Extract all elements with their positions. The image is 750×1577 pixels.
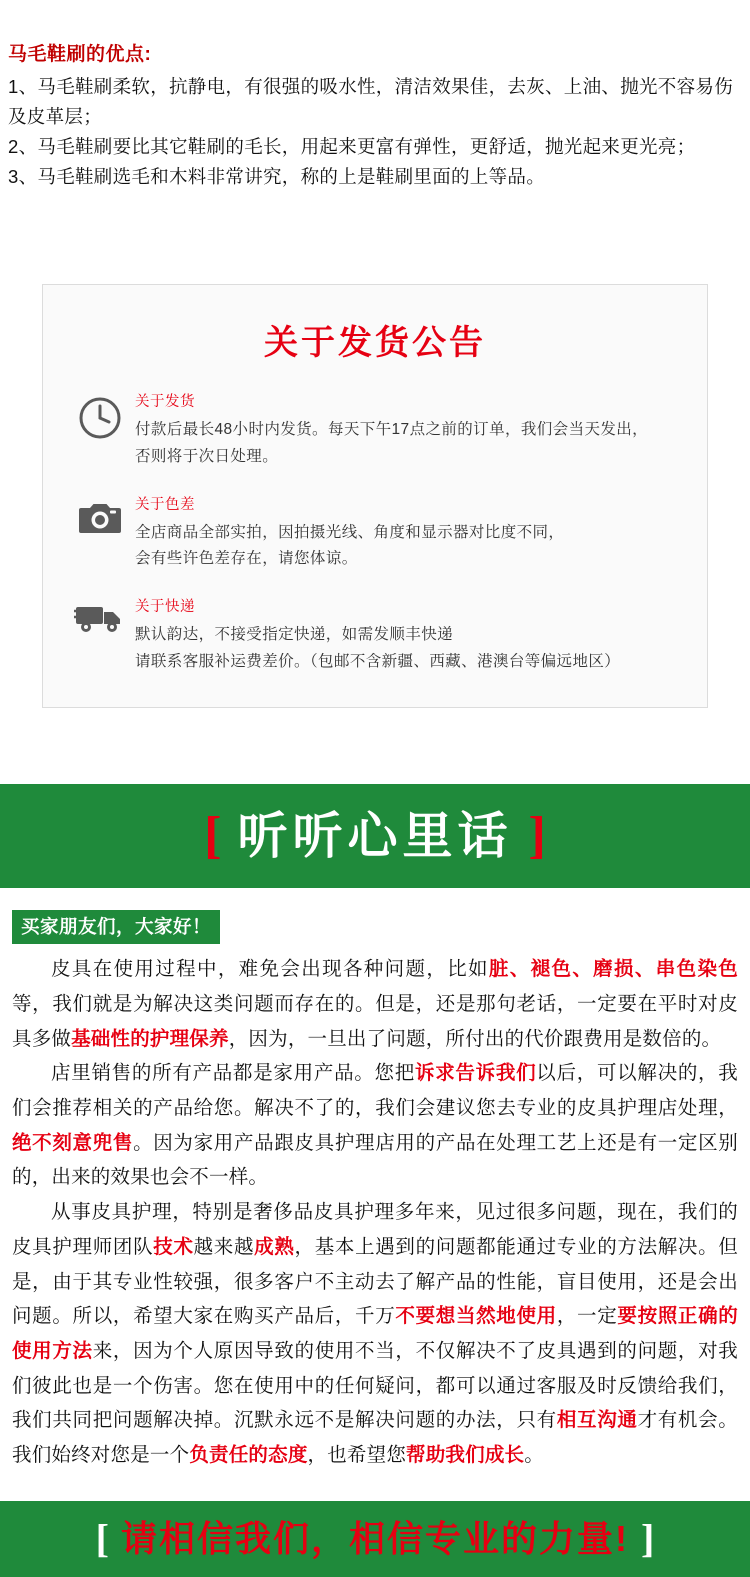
highlighted-text: 基础性的护理保养 — [71, 1027, 229, 1050]
shipping-notice-card — [42, 284, 708, 708]
bracket-right-icon: ] — [528, 807, 546, 865]
bracket-right-icon: ] — [641, 1515, 655, 1561]
letter-greeting: 买家朋友们，大家好！ — [12, 910, 220, 944]
letter-paragraph-2 — [12, 1056, 738, 1195]
highlighted-text: 负责任的态度 — [189, 1444, 308, 1467]
body-text: ，基本上遇到的问题都能通过专业的方法解决。但是，由于其专业性较强，很多客户不主动去了解产品的性能，盲目使用，还是会出问题。所以，希望大家在购买产品后，千万 — [12, 1235, 738, 1328]
advantages-section — [0, 0, 750, 192]
notice-text-line: 默认韵达，不接受指定快递，如需发顺丰快递 — [135, 625, 454, 643]
highlighted-text: 技术 — [153, 1235, 194, 1258]
body-text: ，因为，一旦出了问题，所付出的代价跟费用是数倍的。 — [228, 1027, 722, 1050]
spacer-middle — [0, 708, 750, 784]
bracket-left-icon: [ — [204, 807, 222, 865]
body-text: 。 — [524, 1444, 544, 1467]
notice-text-line: 否则将于次日处理。 — [135, 447, 279, 465]
highlighted-text: 诉求告诉我们 — [414, 1062, 537, 1085]
advantages-title: 马毛鞋刷的优点: — [8, 44, 152, 65]
notice-text-line: 请联系客服补运费差价。（包邮不含新疆、西藏、港澳台等偏远地区） — [135, 652, 621, 670]
banner-inner — [188, 807, 562, 865]
notice-body — [131, 595, 681, 675]
highlighted-text: 帮助我们成长 — [406, 1444, 525, 1467]
notice-text-line: 全店商品全部实拍，因拍摄光线、角度和显示器对比度不同， — [135, 523, 565, 541]
notice-subtitle: 关于色差 — [135, 496, 195, 513]
body-text: 等，我们就是为解决这类问题而存在的。但是，还是那句老话，一定要在平时对皮具多做 — [12, 992, 738, 1050]
camera-icon — [69, 493, 131, 537]
notice-row — [69, 493, 681, 573]
trust-us-bar — [0, 1501, 750, 1577]
letter-paragraph-1 — [12, 952, 738, 1056]
shipping-notice-title: 关于发货公告 — [264, 324, 486, 363]
clock-icon — [69, 390, 131, 440]
body-text: 以后，可以解决的，我们会推荐相关的产品给您。解决不了的，我们会建议您去专业的皮具护理店处理， — [12, 1062, 738, 1120]
notice-row — [69, 595, 681, 675]
notice-body — [131, 390, 681, 470]
highlighted-text: 要按照正确的使用方法 — [12, 1305, 738, 1362]
notice-body — [131, 493, 681, 573]
spacer-top — [0, 192, 750, 284]
body-text: 。因为家用产品跟皮具护理店用的产品在处理工艺上还是有一定区别的，出来的效果也会不一样。 — [12, 1131, 738, 1189]
advantages-line-2: 2、马毛鞋刷要比其它鞋刷的毛长，用起来更富有弹性，更舒适，抛光起来更光亮； — [8, 136, 696, 158]
letter-section — [0, 888, 750, 1483]
highlighted-text: 成熟 — [254, 1235, 295, 1258]
body-text: 店里销售的所有产品都是家用产品。您把 — [51, 1062, 415, 1085]
letter-paragraph-3 — [12, 1195, 738, 1473]
body-text: ，也希望您 — [307, 1444, 407, 1467]
shipping-notice-section — [0, 284, 750, 708]
highlighted-text: 相互沟通 — [556, 1409, 638, 1432]
advantages-line-1: 1、马毛鞋刷柔软，抗静电，有很强的吸水性，清洁效果佳，去灰、上油、抛光不容易伤及皮革层； — [8, 76, 733, 128]
body-text: 从事皮具护理，特别是奢侈品皮具护理多年来，见过很多问题，现在，我们的皮具护理师团队 — [12, 1201, 738, 1258]
truck-icon — [69, 595, 131, 635]
notice-text-line: 付款后最长48小时内发货。每天下午17点之前的订单，我们会当天发出， — [135, 421, 649, 439]
body-text: 皮具在使用过程中，难免会出现各种问题，比如 — [51, 958, 489, 981]
banner-title: 听听心里话 — [237, 808, 513, 865]
trust-us-text: 请相信我们，相信专业的力量! — [121, 1517, 629, 1559]
highlighted-text: 不要想当然地使用 — [395, 1305, 557, 1328]
body-text: ，一定 — [556, 1305, 618, 1328]
highlighted-text: 绝不刻意兜售 — [12, 1131, 134, 1154]
body-text: 来，因为个人原因导致的使用不当，不仅解决不了皮具遇到的问题，对我们彼此也是一个伤害。您在使用中的任何疑问，都可以通过客服及时反馈给我们，我们共同把问题解决掉。沉默永远不是解决问题的办法，只有 — [12, 1339, 738, 1432]
highlighted-text: 脏、褪色、磨损、串色染色 — [488, 958, 739, 981]
bracket-left-icon: [ — [95, 1515, 109, 1561]
notice-subtitle: 关于发货 — [135, 394, 195, 411]
body-text: 越来越 — [193, 1235, 255, 1258]
advantages-line-3: 3、马毛鞋刷选毛和木料非常讲究，称的上是鞋刷里面的上等品。 — [8, 166, 545, 188]
notice-text-line: 会有些许色差存在，请您体谅。 — [135, 550, 358, 568]
notice-subtitle: 关于快递 — [135, 598, 195, 615]
notice-row — [69, 390, 681, 470]
heart-talk-banner — [0, 784, 750, 888]
body-text: 才有机会。我们始终对您是一个 — [12, 1409, 738, 1467]
